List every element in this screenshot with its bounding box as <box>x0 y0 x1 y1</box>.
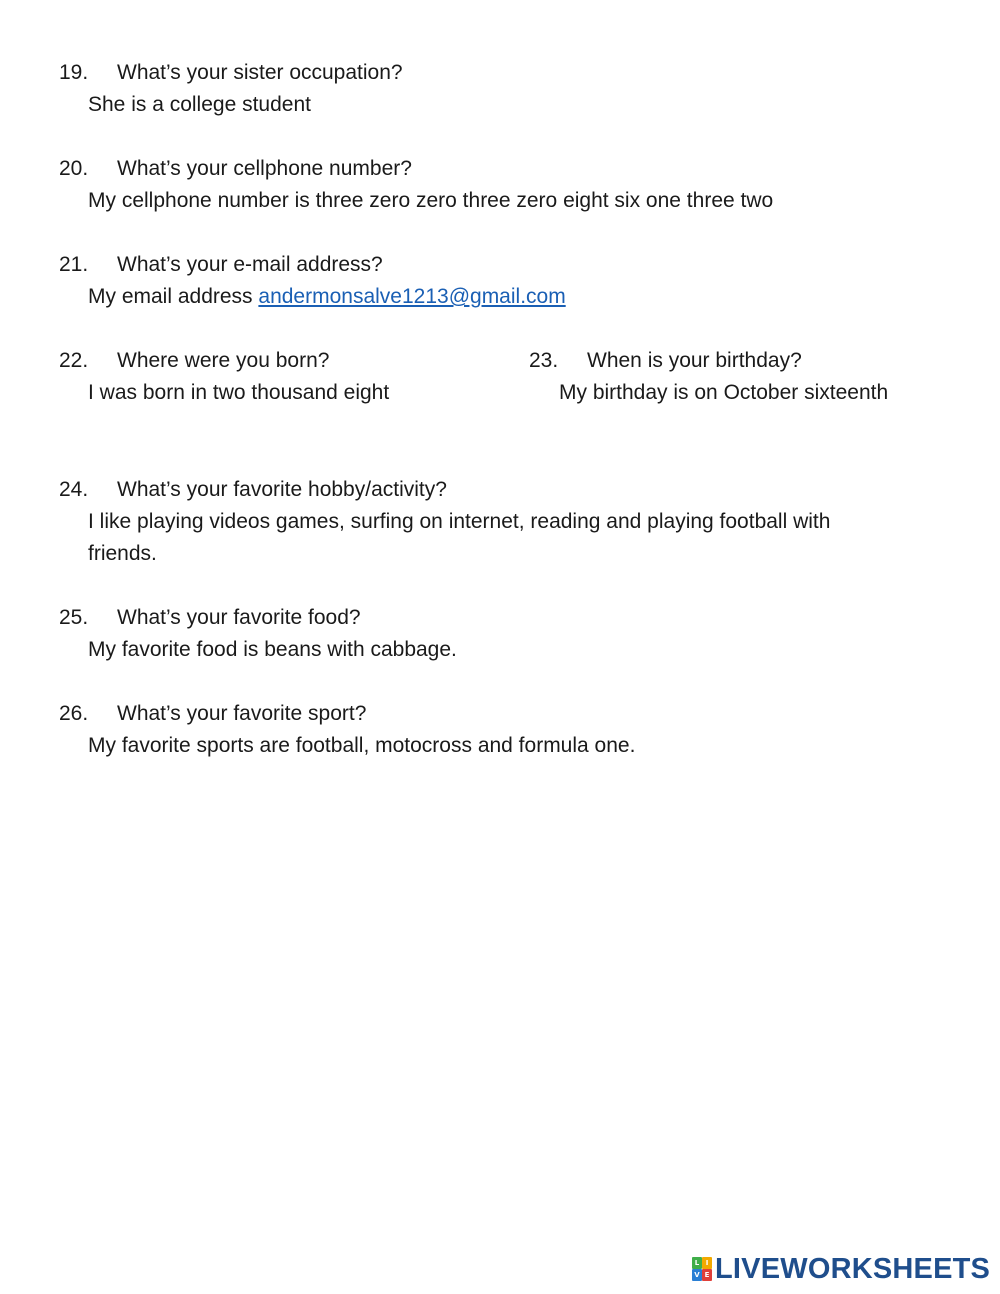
answer-22: I was born in two thousand eight <box>88 381 390 404</box>
question-number: 22. <box>59 349 89 372</box>
question-26 <box>59 701 366 727</box>
answer-21 <box>88 284 566 310</box>
question-text: Where were you born? <box>117 349 330 372</box>
question-text: What’s your cellphone number? <box>117 157 412 180</box>
question-number: 20. <box>59 157 89 180</box>
email-link[interactable]: andermonsalve1213@gmail.com <box>258 285 566 308</box>
question-text: When is your birthday? <box>587 349 802 372</box>
question-21 <box>59 252 383 278</box>
question-number: 19. <box>59 61 89 84</box>
answer-19: She is a college student <box>88 93 311 116</box>
question-25 <box>59 605 361 631</box>
question-text: What’s your e-mail address? <box>117 253 383 276</box>
question-number: 25. <box>59 606 89 629</box>
question-20 <box>59 156 412 182</box>
answer-24-line-1: I like playing videos games, surfing on internet, reading and playing football with <box>88 510 831 533</box>
answer-20: My cellphone number is three zero zero three zero eight six one three two <box>88 189 774 212</box>
logo-tile-i: I <box>702 1257 712 1269</box>
question-text: What’s your favorite hobby/activity? <box>117 478 447 501</box>
answer-23: My birthday is on October sixteenth <box>559 381 889 404</box>
answer-text: My email address <box>88 285 259 308</box>
question-number: 21. <box>59 253 89 276</box>
answer-26: My favorite sports are football, motocross and formula one. <box>88 734 636 757</box>
question-text: What’s your sister occupation? <box>117 61 403 84</box>
answer-24-line-2: friends. <box>88 542 157 565</box>
logo-tile-e: E <box>702 1269 712 1281</box>
liveworksheets-logo <box>692 1252 990 1286</box>
question-24 <box>59 477 447 503</box>
logo-tile-v: V <box>692 1269 702 1281</box>
question-number: 23. <box>529 349 559 372</box>
logo-text: LIVEWORKSHEETS <box>715 1252 991 1285</box>
question-22 <box>59 348 329 374</box>
question-number: 26. <box>59 702 89 725</box>
liveworksheets-icon <box>692 1257 712 1281</box>
question-text: What’s your favorite sport? <box>117 702 367 725</box>
question-23 <box>529 348 802 374</box>
question-text: What’s your favorite food? <box>117 606 361 629</box>
logo-tile-l: L <box>692 1257 702 1269</box>
question-number: 24. <box>59 478 89 501</box>
question-19 <box>59 60 403 86</box>
answer-25: My favorite food is beans with cabbage. <box>88 638 457 661</box>
